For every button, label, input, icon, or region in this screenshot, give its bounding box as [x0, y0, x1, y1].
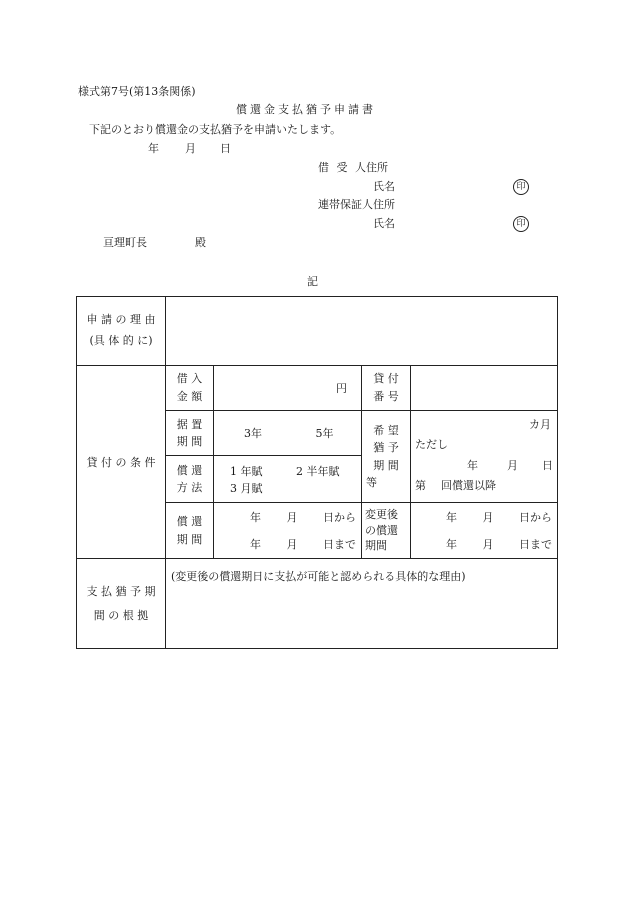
honorific: 殿 — [195, 236, 206, 249]
method-option-semiannual[interactable]: 2 半年賦 — [296, 465, 340, 479]
intro-text: 下記のとおり償還金の支払猶予を申請いたします。 — [89, 123, 342, 136]
repay-period-field[interactable] — [214, 503, 362, 559]
grace-label-cell — [166, 411, 214, 456]
repay-period-label-cell — [166, 503, 214, 559]
basis-note: (変更後の償還期日に支払が可能と認められる具体的な理由) — [171, 570, 466, 583]
seal-mark: 印 — [513, 179, 529, 195]
grace-options-cell[interactable] — [214, 411, 362, 456]
year-unit: 年 — [467, 459, 478, 472]
basis-row — [77, 559, 558, 649]
application-table — [76, 296, 558, 649]
changed-period-label-cell — [362, 503, 411, 559]
guarantor-name-label: 氏名 — [373, 217, 395, 230]
loan-amount-row — [77, 366, 558, 411]
repay-method-label-2: 方 法 — [176, 481, 203, 495]
basis-input-cell[interactable] — [166, 559, 558, 649]
changed-label-2: の償還 — [365, 523, 398, 537]
changed-to-line: 年 月 日まで — [446, 537, 552, 551]
loan-conditions-label-cell — [77, 366, 166, 559]
desired-label-cell — [362, 411, 411, 503]
reason-label-1: 申 請 の 理 由 — [86, 313, 156, 327]
loan-amount-label-2: 金 額 — [176, 390, 203, 403]
month-unit: 月 — [507, 459, 518, 472]
desired-label-4: 等 — [366, 475, 377, 489]
loan-amount-label-cell — [166, 366, 214, 411]
repay-period-label-1: 償 還 — [176, 514, 203, 528]
date-year-label: 年 — [148, 142, 159, 155]
months-unit: カ月 — [529, 418, 551, 431]
form-number: 様式第7号(第13条関係) — [78, 85, 196, 98]
date-month-label: 月 — [185, 142, 196, 155]
grace-label-2: 期 間 — [176, 435, 203, 449]
method-option-annual[interactable]: 1 年賦 — [230, 465, 263, 479]
kai-iko-label: 回償還以降 — [441, 479, 496, 492]
repay-method-label-1: 償 還 — [176, 463, 203, 477]
form-title: 償還金支払猶予申請書 — [236, 103, 376, 116]
desired-label-2: 猶 予 — [373, 441, 399, 455]
repay-from-line: 年 月 日から — [250, 510, 356, 524]
basis-label-2: 間 の 根 拠 — [93, 608, 149, 622]
dai-label: 第 — [415, 479, 426, 492]
reason-label-2: (具 体 的 に) — [89, 334, 153, 347]
loan-number-label-2: 番 号 — [373, 390, 399, 403]
loan-conditions-label: 貸 付 の 条 件 — [86, 456, 156, 469]
repay-period-label-2: 期 間 — [176, 532, 203, 546]
changed-label-1: 変更後 — [365, 507, 398, 521]
changed-label-3: 期間 — [365, 539, 387, 553]
changed-period-field[interactable] — [411, 503, 558, 559]
desired-period-field[interactable] — [411, 411, 558, 503]
grace-label-1: 据 置 — [176, 417, 203, 431]
ki-heading: 記 — [307, 275, 318, 288]
seal-mark: 印 — [513, 216, 529, 232]
date-day-label: 日 — [220, 142, 231, 155]
yen-unit: 円 — [336, 382, 347, 395]
desired-label-1: 希 望 — [373, 424, 399, 438]
reason-row — [77, 297, 558, 366]
day-unit: 日 — [542, 459, 553, 472]
borrower-address-label: 借 受 人住所 — [318, 161, 388, 174]
basis-label-1: 支 払 猶 予 期 — [86, 585, 156, 599]
method-option-monthly[interactable]: 3 月賦 — [230, 482, 263, 496]
borrower-name-label: 氏名 — [373, 180, 395, 193]
loan-amount-label-1: 借 入 — [176, 372, 203, 386]
basis-label-cell — [77, 559, 166, 649]
repay-to-line: 年 月 日まで — [250, 537, 356, 551]
grace-option-3y[interactable]: 3年 — [244, 427, 262, 441]
loan-number-field[interactable] — [411, 366, 558, 411]
guarantor-address-label: 連帯保証人住所 — [318, 198, 395, 211]
repay-method-options-cell[interactable] — [214, 456, 362, 503]
loan-number-label-cell — [362, 366, 411, 411]
tadashi-label: ただし — [415, 438, 448, 451]
repay-method-label-cell — [166, 456, 214, 503]
addressee: 亘理町長 — [103, 236, 147, 249]
reason-label-cell — [77, 297, 166, 366]
desired-label-3: 期 間 — [373, 458, 399, 472]
loan-number-label-1: 貸 付 — [373, 372, 399, 386]
grace-option-5y[interactable]: 5年 — [315, 427, 334, 441]
loan-amount-field[interactable] — [214, 366, 362, 411]
changed-from-line: 年 月 日から — [446, 510, 552, 524]
reason-input-cell[interactable] — [166, 297, 558, 366]
